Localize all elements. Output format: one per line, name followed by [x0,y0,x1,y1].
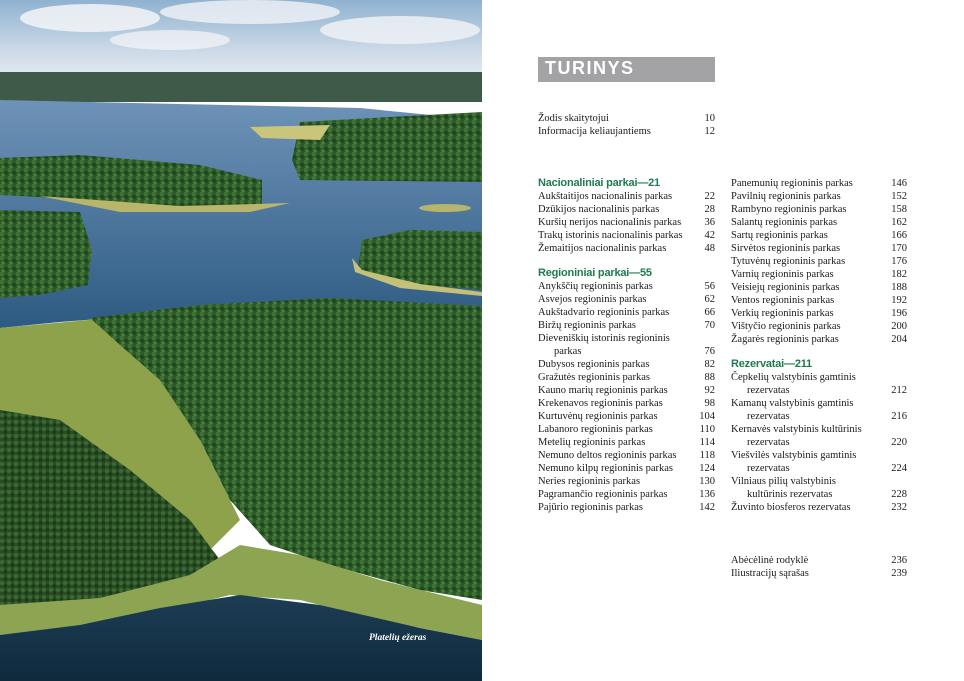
toc-entry-page: 70 [704,320,715,331]
toc-entry-page: 192 [891,295,907,306]
toc-entry-page: 36 [704,217,715,228]
toc-entry-label: Aukštaitijos nacionalinis parkas [538,191,673,202]
toc-entry-page: 176 [891,256,907,267]
toc-entry-label: Labanoro regioninis parkas [538,424,653,435]
toc-entry-page: 56 [704,281,715,292]
toc-entry[interactable] [731,436,907,449]
toc-entry-label: rezervatas [747,463,790,474]
toc-entry[interactable] [731,475,907,488]
toc-entry-label: parkas [554,346,582,357]
toc-entry-page: 239 [891,568,907,579]
toc-entry-page: 220 [891,437,907,448]
toc-entry[interactable] [731,268,907,281]
toc-entry-page: 212 [891,385,907,396]
toc-entry-label: Čepkelių valstybinis gamtinis [731,372,856,383]
toc-entry-page: 158 [891,204,907,215]
toc-entry-label: Kernavės valstybinis kultūrinis [731,424,862,435]
toc-entry[interactable] [538,216,715,229]
toc-entry-label: Kamanų valstybinis gamtinis [731,398,854,409]
toc-entry[interactable] [538,384,715,397]
toc-entry-label: Žagarės regioninis parkas [731,334,839,345]
toc-entry[interactable] [731,255,907,268]
toc-entry[interactable] [538,410,715,423]
toc-entry-page: 136 [699,489,715,500]
toc-entry-page: 124 [699,463,715,474]
toc-entry[interactable] [731,190,907,203]
toc-entry[interactable] [538,371,715,384]
toc-entry-page: 196 [891,308,907,319]
toc-entry-label: Krekenavos regioninis parkas [538,398,663,409]
toc-entry-label: Anykščių regioninis parkas [538,281,653,292]
toc-entry-label: Metelių regioninis parkas [538,437,646,448]
toc-entry[interactable] [731,177,907,190]
toc-entry-label: Gražutės regioninis parkas [538,372,650,383]
toc-entry-label: Abėcėlinė rodyklė [731,555,809,566]
toc-entry-page: 166 [891,230,907,241]
toc-entry-label: Žuvinto biosferos rezervatas [731,502,851,513]
toc-entry-label: kultūrinis rezervatas [747,489,833,500]
appendix-list [731,554,907,580]
toc-title: TURINYS [545,58,635,78]
toc-entry[interactable] [538,242,715,255]
toc-entry[interactable] [538,462,715,475]
toc-entry[interactable] [731,397,907,410]
toc-entry[interactable] [538,436,715,449]
toc-entry-label: Dzūkijos nacionalinis parkas [538,204,660,215]
toc-entry-page: 204 [891,334,907,345]
toc-entry-label: Sirvėtos regioninis parkas [731,243,841,254]
toc-entry[interactable] [538,280,715,293]
toc-entry-label: Salantų regioninis parkas [731,217,838,228]
toc-entry-page: 48 [704,243,715,254]
toc-entry-label: Žodis skaitytojui [538,113,609,124]
toc-entry-page: 146 [891,178,907,189]
toc-entry[interactable] [731,371,907,384]
toc-entry[interactable] [731,242,907,255]
toc-entry[interactable] [731,281,907,294]
toc-entry-label: Panemunių regioninis parkas [731,178,853,189]
toc-entry[interactable] [731,229,907,242]
regional-parks-list-continued [731,177,907,346]
toc-entry[interactable] [538,358,715,371]
toc-entry[interactable] [731,294,907,307]
toc-entry[interactable] [538,125,715,138]
toc-entry[interactable] [538,449,715,462]
toc-entry-page: 130 [699,476,715,487]
toc-entry[interactable] [538,319,715,332]
toc-entry-page: 110 [699,424,715,435]
toc-entry[interactable] [731,423,907,436]
toc-entry-label: Nemuno deltos regioninis parkas [538,450,677,461]
toc-entry-label: Dubysos regioninis parkas [538,359,650,370]
toc-entry[interactable] [538,488,715,501]
toc-entry[interactable] [538,293,715,306]
toc-entry-label: Viešvilės valstybinis gamtinis [731,450,857,461]
toc-entry-page: 12 [704,126,715,137]
toc-regional-parks-continued [731,177,907,346]
toc-entry-label: Trakų istorinis nacionalinis parkas [538,230,683,241]
toc-entry[interactable] [538,203,715,216]
toc-entry[interactable] [538,190,715,203]
toc-entry-label: Varnių regioninis parkas [731,269,834,280]
toc-entry-page: 152 [891,191,907,202]
toc-entry[interactable] [731,384,907,397]
toc-entry-page: 104 [699,411,715,422]
section-heading-national-parks[interactable]: Nacionaliniai parkai—21 [538,177,660,189]
section-heading-reserves[interactable]: Rezervatai—211 [731,358,812,370]
toc-entry[interactable] [731,462,907,475]
toc-entry-label: Pagramančio regioninis parkas [538,489,668,500]
toc-entry-label: Asvejos regioninis parkas [538,294,647,305]
toc-entry-page: 92 [704,385,715,396]
toc-entry-label: Kurtuvėnų regioninis parkas [538,411,658,422]
toc-entry[interactable] [538,475,715,488]
toc-entry-label: Veisiejų regioninis parkas [731,282,840,293]
toc-entry-page: 22 [704,191,715,202]
toc-entry-page: 200 [891,321,907,332]
toc-entry-page: 224 [891,463,907,474]
toc-entry-page: 188 [891,282,907,293]
toc-entry-label: Pavilnių regioninis parkas [731,191,841,202]
photo-caption: Platelių ežeras [369,633,427,643]
toc-entry-page: 216 [891,411,907,422]
toc-entry[interactable] [731,333,907,346]
toc-entry-label: Sartų regioninis parkas [731,230,828,241]
toc-entry-page: 98 [704,398,715,409]
toc-entry-label: Žemaitijos nacionalinis parkas [538,243,667,254]
toc-entry-label: Ventos regioninis parkas [731,295,835,306]
toc-entry-page: 232 [891,502,907,513]
toc-entry-label: Kuršių nerijos nacionalinis parkas [538,217,682,228]
toc-entry-page: 76 [704,346,715,357]
toc-entry[interactable] [538,345,715,358]
toc-entry-page: 114 [699,437,715,448]
toc-entry-page: 42 [704,230,715,241]
toc-entry-page: 28 [704,204,715,215]
toc-entry-label: Verkių regioninis parkas [731,308,834,319]
toc-entry[interactable] [538,112,715,125]
reserves-list [731,371,907,514]
toc-entry-label: Iliustracijų sąrašas [731,568,809,579]
toc-entry[interactable] [731,203,907,216]
toc-entry-page: 82 [704,359,715,370]
toc-entry[interactable] [731,216,907,229]
toc-entry-page: 236 [891,555,907,566]
toc-entry-label: Kauno marių regioninis parkas [538,385,668,396]
toc-entry[interactable] [538,423,715,436]
toc-entry-page: 62 [704,294,715,305]
toc-entry-label: rezervatas [747,437,790,448]
national-parks-list [538,190,715,255]
toc-entry-page: 88 [704,372,715,383]
toc-entry[interactable] [731,320,907,333]
toc-entry-label: Pajūrio regioninis parkas [538,502,643,513]
toc-entry-page: 142 [699,502,715,513]
toc-entry-label: Tytuvėnų regioninis parkas [731,256,846,267]
toc-entry[interactable] [538,332,715,345]
toc-entry[interactable] [538,229,715,242]
toc-regional-parks [538,266,715,514]
toc-appendix [731,554,907,580]
toc-entry[interactable] [731,410,907,423]
toc-entry[interactable] [731,307,907,320]
toc-entry[interactable] [731,554,907,567]
toc-entry-page: 118 [699,450,715,461]
toc-entry-label: Rambyno regioninis parkas [731,204,847,215]
toc-entry-label: Neries regioninis parkas [538,476,641,487]
toc-entry-label: rezervatas [747,411,790,422]
toc-entry-page: 66 [704,307,715,318]
toc-entry-label: Nemuno kilpų regioninis parkas [538,463,674,474]
toc-entry[interactable] [731,501,907,514]
toc-entry-label: Dieveniškių istorinis regioninis [538,333,670,344]
toc-entry[interactable] [538,397,715,410]
toc-reserves [731,357,907,514]
toc-entry-page: 182 [891,269,907,280]
toc-entry-page: 10 [704,113,715,124]
toc-entry-page: 170 [891,243,907,254]
toc-entry-page: 162 [891,217,907,228]
toc-entry-label: rezervatas [747,385,790,396]
toc-entry-label: Vištyčio regioninis parkas [731,321,841,332]
toc-entry-page: 228 [891,489,907,500]
toc-entry[interactable] [538,501,715,514]
toc-entry[interactable] [731,567,907,580]
toc-entry-label: Aukštadvario regioninis parkas [538,307,670,318]
toc-entry-label: Biržų regioninis parkas [538,320,636,331]
regional-parks-list [538,280,715,514]
toc-entry[interactable] [538,306,715,319]
toc-entry[interactable] [731,449,907,462]
toc-national-parks [538,176,715,255]
toc-entry[interactable] [731,488,907,501]
toc-entry-label: Informacija keliaujantiems [538,126,651,137]
toc-entry-label: Vilniaus pilių valstybinis [731,476,836,487]
toc-intro [538,112,715,138]
section-heading-regional-parks[interactable]: Regioniniai parkai—55 [538,267,652,279]
